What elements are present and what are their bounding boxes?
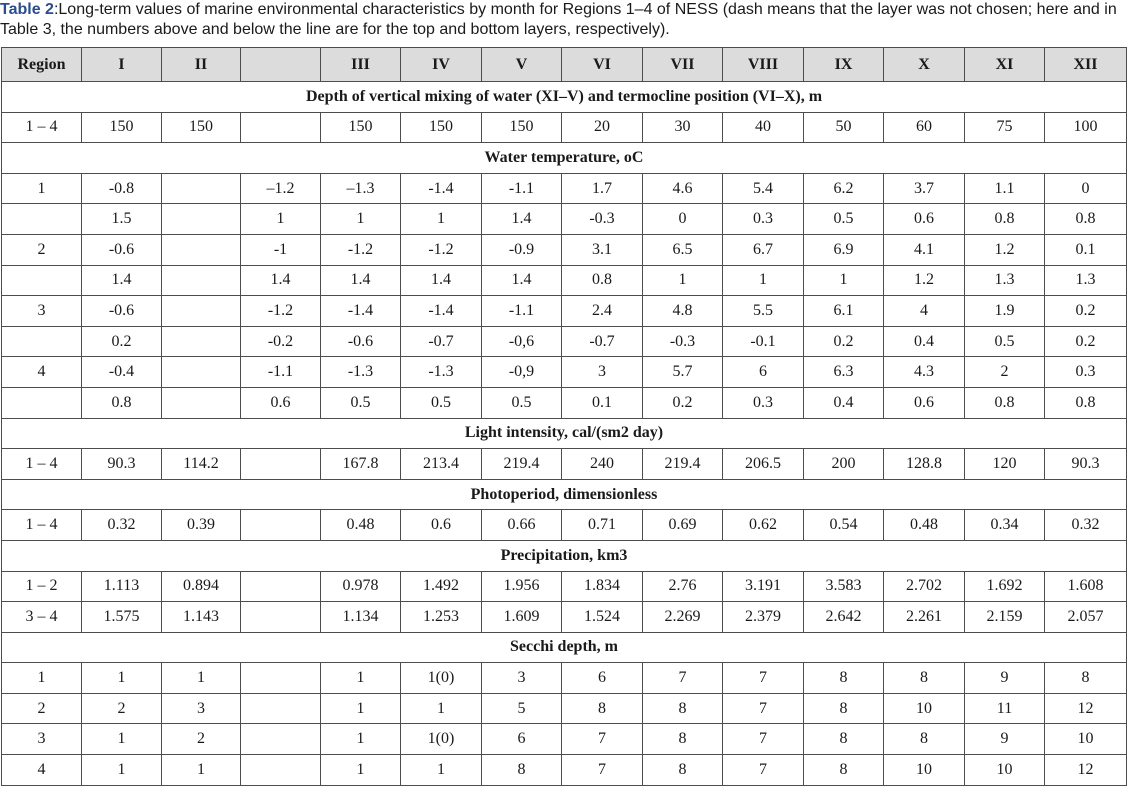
table-cell: 6: [723, 357, 804, 388]
table-cell: 50: [804, 112, 884, 143]
table-cell: 60: [884, 112, 965, 143]
table-cell: 5: [482, 693, 562, 724]
table-cell: 7: [723, 663, 804, 694]
table-cell: 9: [965, 724, 1045, 755]
table-cell: 1.692: [965, 571, 1045, 602]
section-row: [2, 479, 1127, 510]
table-cell: 4.3: [884, 357, 965, 388]
table-cell: 206.5: [723, 449, 804, 480]
table-cell: 1.609: [482, 602, 562, 633]
table-cell: 0.32: [1045, 510, 1127, 541]
column-header: [241, 48, 321, 82]
table-cell: 2: [2, 693, 82, 724]
table-cell: 0.32: [82, 510, 162, 541]
table-cell: 1.9: [965, 296, 1045, 327]
table-cell: -1.1: [241, 357, 321, 388]
table-cell: -1.3: [401, 357, 482, 388]
table-cell: [241, 510, 321, 541]
table-cell: [241, 663, 321, 694]
table-cell: 0.8: [1045, 387, 1127, 418]
table-cell: -0.1: [723, 326, 804, 357]
table-cell: 6.5: [643, 234, 723, 265]
table-cell: 8: [804, 755, 884, 786]
table-cell: 1 – 2: [2, 571, 82, 602]
column-header: XII: [1045, 48, 1127, 82]
table-cell: 1: [321, 724, 401, 755]
table-cell: 1: [82, 724, 162, 755]
table-cell: 10: [1045, 724, 1127, 755]
table-cell: 1.4: [321, 265, 401, 296]
table-cell: -1.1: [482, 296, 562, 327]
table-cell: 0.2: [643, 387, 723, 418]
table-cell: 0.54: [804, 510, 884, 541]
table-cell: 1: [401, 204, 482, 235]
table-cell: 1 – 4: [2, 510, 82, 541]
table-row: [2, 755, 1127, 786]
table-cell: 1.5: [82, 204, 162, 235]
table-row: [2, 204, 1127, 235]
table-cell: 150: [162, 112, 241, 143]
table-cell: –1.3: [321, 173, 401, 204]
column-header: II: [162, 48, 241, 82]
column-header: Region: [2, 48, 82, 82]
table-cell: -0.3: [643, 326, 723, 357]
table-cell: -0.6: [321, 326, 401, 357]
table-row: [2, 510, 1127, 541]
column-header: III: [321, 48, 401, 82]
table-cell: 6.7: [723, 234, 804, 265]
table-cell: 3: [562, 357, 643, 388]
table-cell: 1: [82, 663, 162, 694]
table-cell: 8: [804, 663, 884, 694]
table-cell: 1: [82, 755, 162, 786]
table-cell: 1: [321, 663, 401, 694]
table-cell: 0.2: [1045, 296, 1127, 327]
table-cell: 1: [723, 265, 804, 296]
table-cell: 0.8: [1045, 204, 1127, 235]
table-cell: 0.8: [965, 204, 1045, 235]
table-cell: 0.71: [562, 510, 643, 541]
table-cell: 2: [162, 724, 241, 755]
column-header: VI: [562, 48, 643, 82]
table-cell: 8: [884, 724, 965, 755]
table-cell: 1.4: [482, 265, 562, 296]
table-cell: 7: [723, 724, 804, 755]
table-cell: 2.76: [643, 571, 723, 602]
table-cell: 1.4: [241, 265, 321, 296]
table-cell: 1(0): [401, 663, 482, 694]
table-cell: 0.894: [162, 571, 241, 602]
table-cell: 40: [723, 112, 804, 143]
table-row: [2, 724, 1127, 755]
table-cell: 12: [1045, 693, 1127, 724]
table-cell: -1.4: [321, 296, 401, 327]
table-cell: 3: [2, 296, 82, 327]
table-cell: [162, 234, 241, 265]
table-cell: 30: [643, 112, 723, 143]
table-cell: 100: [1045, 112, 1127, 143]
table-cell: 0: [1045, 173, 1127, 204]
table-cell: 1.134: [321, 602, 401, 633]
section-title: Photoperiod, dimensionless: [2, 479, 1127, 510]
table-cell: 0.1: [1045, 234, 1127, 265]
table-cell: 213.4: [401, 449, 482, 480]
table-row: [2, 387, 1127, 418]
table-row: [2, 693, 1127, 724]
table-cell: 200: [804, 449, 884, 480]
table-cell: 7: [723, 693, 804, 724]
table-cell: [2, 204, 82, 235]
table-body: [2, 82, 1127, 786]
table-cell: 150: [321, 112, 401, 143]
section-row: [2, 418, 1127, 449]
table-cell: 0.3: [1045, 357, 1127, 388]
table-cell: –1.2: [241, 173, 321, 204]
table-cell: 5.4: [723, 173, 804, 204]
section-row: [2, 540, 1127, 571]
section-title: Secchi depth, m: [2, 632, 1127, 663]
table-cell: 4.6: [643, 173, 723, 204]
table-cell: 8: [482, 755, 562, 786]
table-cell: 219.4: [482, 449, 562, 480]
column-header: VIII: [723, 48, 804, 82]
table-cell: [162, 357, 241, 388]
table-cell: 3.7: [884, 173, 965, 204]
table-cell: 0.8: [965, 387, 1045, 418]
table-cell: 219.4: [643, 449, 723, 480]
table-cell: [2, 326, 82, 357]
table-cell: 7: [723, 755, 804, 786]
table-cell: -0.4: [82, 357, 162, 388]
table-cell: -1: [241, 234, 321, 265]
table-cell: 1: [2, 663, 82, 694]
table-cell: 1: [321, 204, 401, 235]
section-row: [2, 143, 1127, 174]
table-cell: -0.7: [562, 326, 643, 357]
table-cell: 0.2: [804, 326, 884, 357]
table-cell: 0.4: [804, 387, 884, 418]
table-cell: 0.6: [884, 387, 965, 418]
column-header: IX: [804, 48, 884, 82]
table-cell: 1.834: [562, 571, 643, 602]
table-row: [2, 357, 1127, 388]
table-cell: -1.3: [321, 357, 401, 388]
table-cell: 90.3: [82, 449, 162, 480]
table-cell: 1: [321, 693, 401, 724]
table-cell: 1: [2, 173, 82, 204]
table-cell: -0.8: [82, 173, 162, 204]
table-cell: 0.62: [723, 510, 804, 541]
table-cell: [2, 265, 82, 296]
table-cell: -1.4: [401, 173, 482, 204]
table-cell: 240: [562, 449, 643, 480]
table-cell: 1: [804, 265, 884, 296]
table-cell: 0: [643, 204, 723, 235]
table-cell: 1: [401, 693, 482, 724]
table-cell: 150: [482, 112, 562, 143]
table-row: [2, 326, 1127, 357]
table-cell: 0.3: [723, 387, 804, 418]
table-cell: 0.4: [884, 326, 965, 357]
column-header: X: [884, 48, 965, 82]
table-cell: 3 – 4: [2, 602, 82, 633]
caption-label: Table 2: [0, 1, 54, 18]
table-cell: 2: [82, 693, 162, 724]
table-cell: 0.6: [401, 510, 482, 541]
column-header: IV: [401, 48, 482, 82]
table-cell: 0.6: [241, 387, 321, 418]
table-cell: [241, 112, 321, 143]
table-cell: 128.8: [884, 449, 965, 480]
table-cell: 1.524: [562, 602, 643, 633]
table-cell: 8: [804, 693, 884, 724]
table-cell: [241, 693, 321, 724]
table-cell: 0.1: [562, 387, 643, 418]
table-cell: -0.6: [82, 296, 162, 327]
table-row: [2, 234, 1127, 265]
table-cell: 3: [162, 693, 241, 724]
table-cell: 1.4: [82, 265, 162, 296]
table-cell: 6: [482, 724, 562, 755]
column-header: VII: [643, 48, 723, 82]
table-cell: 7: [562, 755, 643, 786]
table-cell: 3: [2, 724, 82, 755]
table-row: [2, 449, 1127, 480]
table-cell: 1.7: [562, 173, 643, 204]
table-cell: 0.69: [643, 510, 723, 541]
table-cell: 2.379: [723, 602, 804, 633]
column-header: XI: [965, 48, 1045, 82]
table-cell: 6.9: [804, 234, 884, 265]
table-cell: 1: [321, 755, 401, 786]
table-cell: [162, 387, 241, 418]
table-cell: 3.191: [723, 571, 804, 602]
table-cell: 1.3: [1045, 265, 1127, 296]
table-cell: 1.575: [82, 602, 162, 633]
table-cell: 1.956: [482, 571, 562, 602]
column-header: V: [482, 48, 562, 82]
table-cell: [241, 602, 321, 633]
table-cell: [241, 755, 321, 786]
table-cell: -0,6: [482, 326, 562, 357]
table-cell: 0.8: [562, 265, 643, 296]
table-cell: 3.583: [804, 571, 884, 602]
table-row: [2, 112, 1127, 143]
table-cell: 6.1: [804, 296, 884, 327]
table-cell: 10: [884, 693, 965, 724]
table-cell: 8: [643, 755, 723, 786]
table-cell: 2: [965, 357, 1045, 388]
table-row: [2, 663, 1127, 694]
table-cell: 1.608: [1045, 571, 1127, 602]
table-cell: 0.48: [884, 510, 965, 541]
table-cell: 2.269: [643, 602, 723, 633]
table-cell: 1 – 4: [2, 112, 82, 143]
table-cell: 7: [562, 724, 643, 755]
table-cell: 167.8: [321, 449, 401, 480]
table-cell: [162, 326, 241, 357]
table-cell: 1.113: [82, 571, 162, 602]
table-cell: 8: [562, 693, 643, 724]
table-cell: 5.7: [643, 357, 723, 388]
table-row: [2, 173, 1127, 204]
table-cell: 1: [241, 204, 321, 235]
table-cell: [241, 724, 321, 755]
table-cell: 5.5: [723, 296, 804, 327]
table-cell: 1.1: [965, 173, 1045, 204]
table-cell: -0.2: [241, 326, 321, 357]
table-cell: 0.978: [321, 571, 401, 602]
table-cell: 0.3: [723, 204, 804, 235]
table-cell: 0.5: [804, 204, 884, 235]
table-cell: -1.2: [241, 296, 321, 327]
table-cell: 3: [482, 663, 562, 694]
section-title: Precipitation, km3: [2, 540, 1127, 571]
table-cell: 0.6: [884, 204, 965, 235]
table-cell: 6.3: [804, 357, 884, 388]
table-cell: 11: [965, 693, 1045, 724]
table-cell: 1: [162, 663, 241, 694]
table-cell: 2.702: [884, 571, 965, 602]
table-row: [2, 296, 1127, 327]
table-cell: 0.8: [82, 387, 162, 418]
table-cell: -0.6: [82, 234, 162, 265]
table-cell: [162, 265, 241, 296]
table-cell: 0.34: [965, 510, 1045, 541]
table-cell: [162, 173, 241, 204]
section-title: Depth of vertical mixing of water (XI–V) and termocline position (VI–X), m: [2, 82, 1127, 113]
table-cell: -0,9: [482, 357, 562, 388]
table-cell: [162, 296, 241, 327]
table-cell: 0.5: [321, 387, 401, 418]
table-cell: 2: [2, 234, 82, 265]
table-cell: [241, 571, 321, 602]
table-cell: 0.5: [401, 387, 482, 418]
table-cell: 1: [401, 755, 482, 786]
table-row: [2, 265, 1127, 296]
column-header: I: [82, 48, 162, 82]
table-cell: 2.159: [965, 602, 1045, 633]
table-cell: 1.2: [965, 234, 1045, 265]
section-title: Light intensity, cal/(sm2 day): [2, 418, 1127, 449]
table-cell: 120: [965, 449, 1045, 480]
table-cell: 10: [965, 755, 1045, 786]
table-cell: -1.1: [482, 173, 562, 204]
table-cell: 0.66: [482, 510, 562, 541]
table-caption: [0, 0, 1128, 45]
table-cell: 0.2: [82, 326, 162, 357]
table-cell: 0.48: [321, 510, 401, 541]
table-cell: 4.1: [884, 234, 965, 265]
table-cell: -1.2: [321, 234, 401, 265]
header-row: [2, 48, 1127, 82]
table-cell: 2.4: [562, 296, 643, 327]
table-cell: 1.2: [884, 265, 965, 296]
table-cell: 6.2: [804, 173, 884, 204]
table-cell: [2, 387, 82, 418]
table-cell: 8: [884, 663, 965, 694]
table-cell: 9: [965, 663, 1045, 694]
table-cell: 0.5: [965, 326, 1045, 357]
table-row: [2, 571, 1127, 602]
table-cell: 1(0): [401, 724, 482, 755]
section-row: [2, 82, 1127, 113]
table-cell: 4: [2, 357, 82, 388]
table-cell: 3.1: [562, 234, 643, 265]
section-row: [2, 632, 1127, 663]
table-cell: 2.057: [1045, 602, 1127, 633]
table-cell: 90.3: [1045, 449, 1127, 480]
table-cell: 2.642: [804, 602, 884, 633]
table-cell: -1.2: [401, 234, 482, 265]
table-cell: 8: [643, 724, 723, 755]
table-cell: 0.39: [162, 510, 241, 541]
caption-text: :Long-term values of marine environmental characteristics by month for Regions 1–4 of NESS (dash means that the layer was not chosen; here and in Table 3, the numbers above and below the line are for the top and bottom layers, respectively).: [0, 1, 1117, 38]
table-cell: 1.4: [401, 265, 482, 296]
table-cell: 2.261: [884, 602, 965, 633]
table-cell: 0.2: [1045, 326, 1127, 357]
table-cell: 8: [643, 693, 723, 724]
table-row: [2, 602, 1127, 633]
table-cell: [162, 204, 241, 235]
table-cell: 4: [2, 755, 82, 786]
table-cell: 150: [82, 112, 162, 143]
table-cell: 1.4: [482, 204, 562, 235]
table-cell: 1.3: [965, 265, 1045, 296]
table-cell: 4.8: [643, 296, 723, 327]
table-cell: -0.7: [401, 326, 482, 357]
table-cell: 1 – 4: [2, 449, 82, 480]
table-cell: 10: [884, 755, 965, 786]
table-cell: 6: [562, 663, 643, 694]
table-cell: -0.9: [482, 234, 562, 265]
table-cell: 1: [162, 755, 241, 786]
table-cell: 75: [965, 112, 1045, 143]
table-cell: 1: [643, 265, 723, 296]
table-cell: 1.253: [401, 602, 482, 633]
table-cell: 0.5: [482, 387, 562, 418]
table-cell: 114.2: [162, 449, 241, 480]
section-title: Water temperature, oC: [2, 143, 1127, 174]
table-cell: 20: [562, 112, 643, 143]
table-cell: 7: [643, 663, 723, 694]
table-cell: -1.4: [401, 296, 482, 327]
data-table: [1, 47, 1127, 786]
table-cell: 12: [1045, 755, 1127, 786]
table-cell: 1.492: [401, 571, 482, 602]
table-cell: 8: [1045, 663, 1127, 694]
table-cell: 1.143: [162, 602, 241, 633]
table-cell: 8: [804, 724, 884, 755]
table-cell: 4: [884, 296, 965, 327]
table-cell: 150: [401, 112, 482, 143]
table-cell: [241, 449, 321, 480]
table-cell: -0.3: [562, 204, 643, 235]
